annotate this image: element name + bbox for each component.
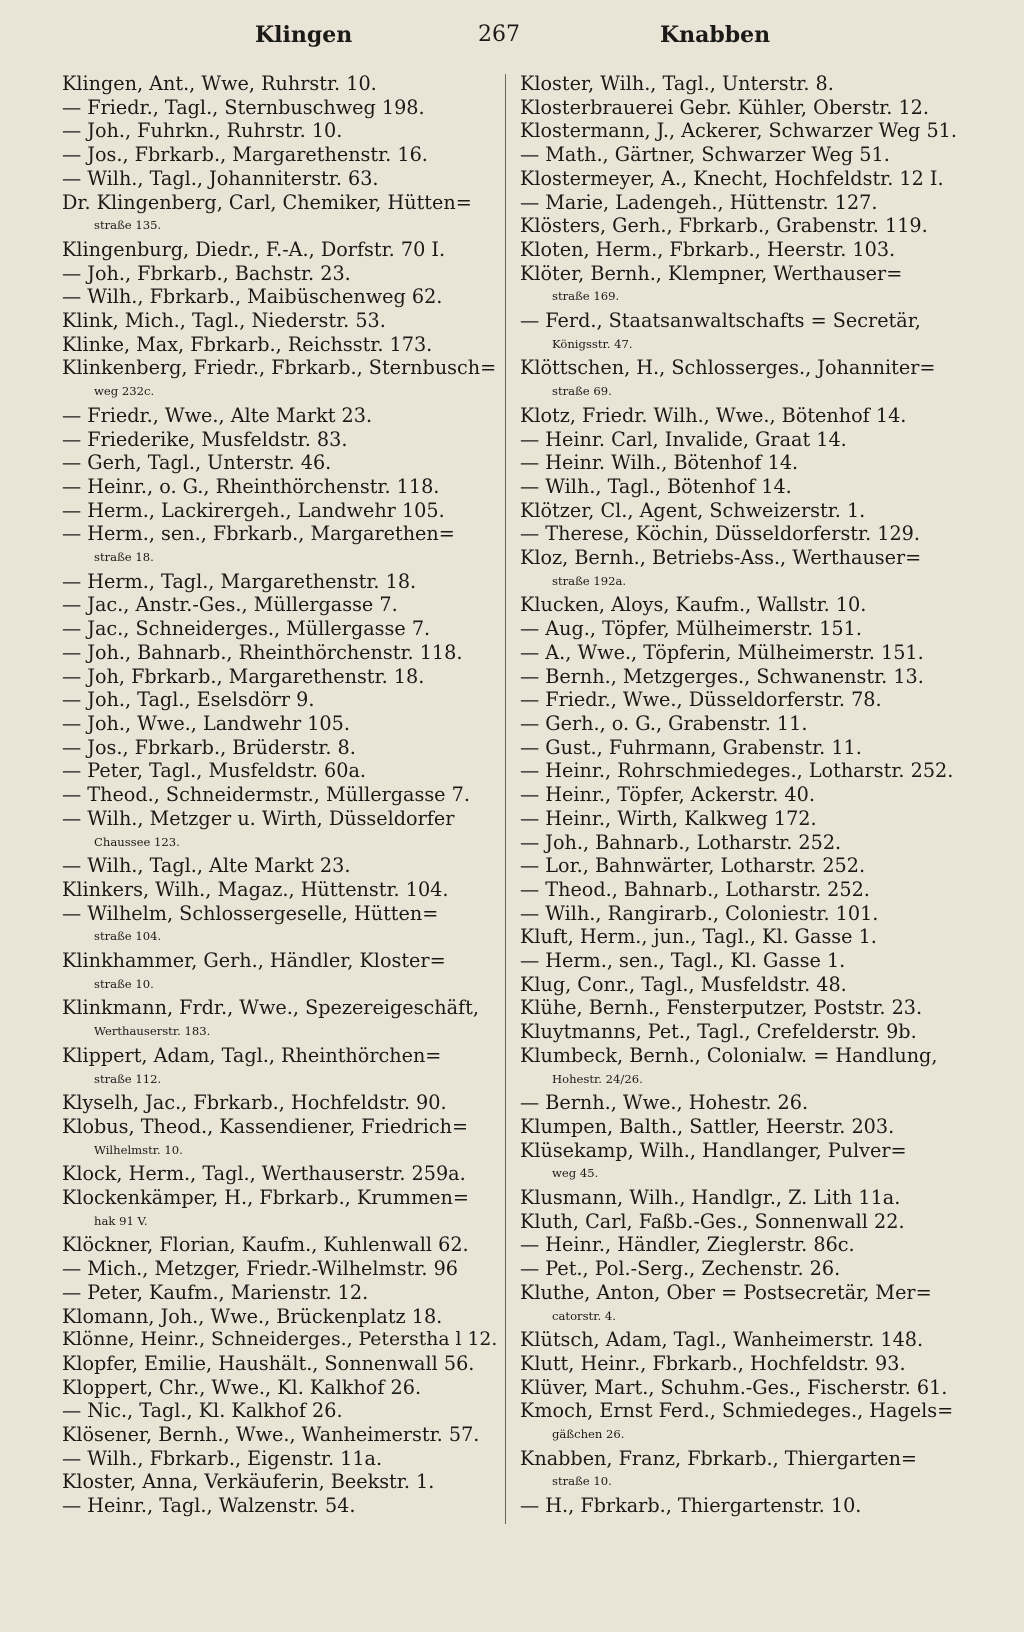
directory-entry: — Theod., Schneidermstr., Müllergasse 7.	[62, 783, 470, 807]
directory-entry: Klöttschen, H., Schlosserges., Johanniter=	[520, 356, 936, 380]
directory-entry: — H., Fbrkarb., Thiergartenstr. 10.	[520, 1494, 862, 1518]
directory-entry: Klucken, Aloys, Kaufm., Wallstr. 10.	[520, 593, 867, 617]
directory-entry: — Wilh., Tagl., Johanniterstr. 63.	[62, 166, 379, 190]
directory-entry: Klönne, Heinr., Schneiderges., Peterstha l 12.	[62, 1329, 498, 1351]
entry-continuation: hak 91 V.	[94, 1213, 148, 1228]
directory-entry: Klösters, Gerh., Fbrkarb., Grabenstr. 119.	[520, 214, 928, 238]
entry-continuation: straße 10.	[552, 1474, 612, 1489]
directory-entry: Klomann, Joh., Wwe., Brückenplatz 18.	[62, 1304, 443, 1328]
directory-entry: Kloster, Anna, Verkäuferin, Beekstr. 1.	[62, 1470, 435, 1494]
directory-entry: — Friederike, Musfeldstr. 83.	[62, 427, 348, 451]
entry-continuation: straße 69.	[552, 384, 612, 399]
directory-entry: — Herm., sen., Tagl., Kl. Gasse 1.	[520, 949, 846, 973]
directory-entry: — Herm., Tagl., Margarethenstr. 18.	[62, 569, 417, 593]
directory-entry: — Gerh, Tagl., Unterstr. 46.	[62, 451, 332, 475]
entry-continuation: Chaussee 123.	[94, 834, 180, 849]
directory-entry: Kloster, Wilh., Tagl., Unterstr. 8.	[520, 72, 834, 95]
left-column	[62, 72, 502, 1518]
directory-entry: Klötzer, Cl., Agent, Schweizerstr. 1.	[520, 498, 866, 522]
directory-entry: — Heinr., o. G., Rheinthörchenstr. 118.	[62, 474, 440, 498]
directory-entry: — Jos., Fbrkarb., Brüderstr. 8.	[62, 735, 356, 759]
directory-entry: Klutt, Heinr., Fbrkarb., Hochfeldstr. 93.	[520, 1351, 906, 1375]
entry-continuation: Werthauserstr. 183.	[94, 1024, 211, 1039]
entry-continuation: catorstr. 4.	[552, 1308, 616, 1323]
directory-entry: — Joh., Bahnarb., Lotharstr. 252.	[520, 830, 842, 854]
directory-entry: Klöckner, Florian, Kaufm., Kuhlenwall 62.	[62, 1233, 469, 1257]
directory-entry: — Peter, Tagl., Musfeldstr. 60a.	[62, 759, 366, 783]
entry-continuation: straße 112.	[94, 1071, 162, 1086]
directory-entry: Klobus, Theod., Kassendiener, Friedrich=	[62, 1114, 469, 1138]
directory-entry: — Wilhelm, Schlossergeselle, Hütten=	[62, 901, 439, 925]
directory-entry: — Heinr. Carl, Invalide, Graat 14.	[520, 427, 847, 451]
directory-entry: — Ferd., Staatsanwaltschafts = Secretär,	[520, 309, 921, 333]
directory-entry: Klusmann, Wilh., Handlgr., Z. Lith 11a.	[520, 1186, 901, 1210]
directory-entry: Klinke, Max, Fbrkarb., Reichsstr. 173.	[62, 332, 433, 356]
directory-entry: — Marie, Ladengeh., Hüttenstr. 127.	[520, 190, 878, 214]
directory-entry: — A., Wwe., Töpferin, Mülheimerstr. 151.	[520, 640, 924, 664]
directory-entry: — Nic., Tagl., Kl. Kalkhof 26.	[62, 1399, 343, 1423]
directory-entry: — Pet., Pol.-Serg., Zechenstr. 26.	[520, 1257, 841, 1281]
directory-entry: — Mich., Metzger, Friedr.-Wilhelmstr. 96	[62, 1257, 458, 1281]
directory-entry: — Herm., sen., Fbrkarb., Margarethen=	[62, 522, 455, 546]
directory-entry: Klyselh, Jac., Fbrkarb., Hochfeldstr. 90.	[62, 1091, 447, 1115]
directory-entry: — Wilh., Tagl., Alte Markt 23.	[62, 854, 351, 878]
directory-entry: — Jos., Fbrkarb., Margarethenstr. 16.	[62, 143, 428, 167]
directory-entry: — Wilh., Tagl., Bötenhof 14.	[520, 474, 792, 498]
directory-entry: — Heinr., Rohrschmiedeges., Lotharstr. 252.	[520, 759, 954, 783]
directory-entry: — Gust., Fuhrmann, Grabenstr. 11.	[520, 735, 862, 759]
directory-entry: Klosterbrauerei Gebr. Kühler, Oberstr. 12.	[520, 95, 929, 119]
directory-entry: — Heinr., Wirth, Kalkweg 172.	[520, 806, 817, 830]
directory-entry: Klostermeyer, A., Knecht, Hochfeldstr. 12 I.	[520, 166, 944, 190]
entry-continuation: straße 10.	[94, 976, 154, 991]
entry-continuation: straße 169.	[552, 289, 620, 304]
directory-entry: Klippert, Adam, Tagl., Rheinthörchen=	[62, 1043, 442, 1067]
directory-entry: Klütsch, Adam, Tagl., Wanheimerstr. 148.	[520, 1328, 924, 1352]
directory-entry: — Joh., Bahnarb., Rheinthörchenstr. 118.	[62, 640, 463, 664]
directory-entry: — Therese, Köchin, Düsseldorferstr. 129.	[520, 522, 920, 546]
directory-entry: — Peter, Kaufm., Marienstr. 12.	[62, 1280, 369, 1304]
directory-entry: Klumpen, Balth., Sattler, Heerstr. 203.	[520, 1114, 895, 1138]
directory-entry: Klink, Mich., Tagl., Niederstr. 53.	[62, 309, 386, 333]
directory-entry: Kloppert, Chr., Wwe., Kl. Kalkhof 26.	[62, 1375, 422, 1399]
header-last-entry: Knabben	[660, 22, 771, 48]
directory-entry: — Heinr., Tagl., Walzenstr. 54.	[62, 1494, 356, 1518]
entry-continuation: gäßchen 26.	[552, 1427, 625, 1442]
directory-entry: — Herm., Lackirergeh., Landwehr 105.	[62, 498, 445, 522]
directory-entry: Klinkenberg, Friedr., Fbrkarb., Sternbusch=	[62, 356, 497, 380]
directory-entry: Klockenkämper, H., Fbrkarb., Krummen=	[62, 1186, 469, 1210]
entry-continuation: weg 45.	[552, 1166, 599, 1181]
directory-entry: — Joh, Fbrkarb., Margarethenstr. 18.	[62, 664, 425, 688]
directory-entry: — Wilh., Fbrkarb., Maibüschenweg 62.	[62, 285, 443, 309]
directory-entry: Klotz, Friedr. Wilh., Wwe., Bötenhof 14.	[520, 403, 907, 427]
entry-continuation: Wilhelmstr. 10.	[94, 1142, 183, 1157]
entry-continuation: straße 135.	[94, 218, 162, 233]
directory-entry: — Friedr., Tagl., Sternbuschweg 198.	[62, 95, 425, 119]
directory-entry: Klingen, Ant., Wwe, Ruhrstr. 10.	[62, 72, 377, 95]
directory-entry: Klösener, Bernh., Wwe., Wanheimerstr. 57.	[62, 1423, 480, 1447]
directory-entry: — Bernh., Wwe., Hohestr. 26.	[520, 1091, 809, 1115]
directory-entry: Klingenburg, Diedr., F.-A., Dorfstr. 70 I.	[62, 237, 446, 261]
directory-entry: — Wilh., Metzger u. Wirth, Düsseldorfer	[62, 806, 455, 830]
directory-entry: — Wilh., Fbrkarb., Eigenstr. 11a.	[62, 1446, 383, 1470]
directory-entry: Kluft, Herm., jun., Tagl., Kl. Gasse 1.	[520, 925, 877, 949]
header-first-entry: Klingen	[255, 22, 353, 48]
directory-entry: — Bernh., Metzgerges., Schwanenstr. 13.	[520, 664, 924, 688]
directory-entry: — Joh., Wwe., Landwehr 105.	[62, 711, 350, 735]
directory-entry: Klumbeck, Bernh., Colonialw. = Handlung,	[520, 1043, 938, 1067]
directory-entry: — Heinr., Töpfer, Ackerstr. 40.	[520, 783, 815, 807]
directory-entry: — Joh., Tagl., Eselsdörr 9.	[62, 688, 315, 712]
directory-entry: Klüsekamp, Wilh., Handlanger, Pulver=	[520, 1138, 907, 1162]
directory-entry: Klühe, Bernh., Fensterputzer, Poststr. 23.	[520, 996, 923, 1020]
directory-entry: — Aug., Töpfer, Mülheimerstr. 151.	[520, 617, 862, 641]
directory-entry: — Joh., Fuhrkn., Ruhrstr. 10.	[62, 119, 343, 143]
entry-continuation: weg 232c.	[94, 384, 155, 399]
directory-entry: — Friedr., Wwe., Düsseldorferstr. 78.	[520, 688, 882, 712]
page-header	[0, 22, 1024, 52]
page-number: 267	[478, 22, 520, 47]
directory-entry: — Theod., Bahnarb., Lotharstr. 252.	[520, 877, 870, 901]
directory-entry: Kloten, Herm., Fbrkarb., Heerstr. 103.	[520, 237, 896, 261]
directory-entry: Klöter, Bernh., Klempner, Werthauser=	[520, 261, 903, 285]
column-divider	[505, 74, 506, 1524]
directory-entry: — Joh., Fbrkarb., Bachstr. 23.	[62, 261, 351, 285]
directory-entry: — Heinr. Wilh., Bötenhof 14.	[520, 451, 799, 475]
directory-entry: Klinkhammer, Gerh., Händler, Kloster=	[62, 949, 446, 973]
entry-continuation: straße 18.	[94, 550, 154, 565]
directory-entry: Klinkmann, Frdr., Wwe., Spezereigeschäft,	[62, 996, 479, 1020]
directory-entry: Klostermann, J., Ackerer, Schwarzer Weg 51.	[520, 119, 957, 143]
directory-entry: Klopfer, Emilie, Haushält., Sonnenwall 56.	[62, 1351, 475, 1375]
right-column	[520, 72, 960, 1518]
directory-entry: — Jac., Anstr.-Ges., Müllergasse 7.	[62, 593, 398, 617]
directory-entry: — Heinr., Händler, Zieglerstr. 86c.	[520, 1233, 855, 1257]
entry-continuation: Hohestr. 24/26.	[552, 1071, 643, 1086]
directory-entry: Kluth, Carl, Faßb.-Ges., Sonnenwall 22.	[520, 1209, 905, 1233]
entry-continuation: straße 192a.	[552, 573, 627, 588]
entry-continuation: Königsstr. 47.	[552, 336, 633, 351]
directory-entry: — Lor., Bahnwärter, Lotharstr. 252.	[520, 854, 866, 878]
directory-entry: — Math., Gärtner, Schwarzer Weg 51.	[520, 143, 890, 167]
directory-entry: — Jac., Schneiderges., Müllergasse 7.	[62, 617, 431, 641]
directory-entry: — Gerh., o. G., Grabenstr. 11.	[520, 711, 808, 735]
directory-entry: Kluthe, Anton, Ober = Postsecretär, Mer=	[520, 1280, 932, 1304]
directory-entry: — Friedr., Wwe., Alte Markt 23.	[62, 403, 373, 427]
directory-entry: Klug, Conr., Tagl., Musfeldstr. 48.	[520, 972, 847, 996]
directory-entry: — Wilh., Rangirarb., Coloniestr. 101.	[520, 901, 879, 925]
directory-entry: Kloz, Bernh., Betriebs-Ass., Werthauser=	[520, 546, 922, 570]
directory-entry: Klock, Herm., Tagl., Werthauserstr. 259a.	[62, 1162, 466, 1186]
directory-entry: Klüver, Mart., Schuhm.-Ges., Fischerstr. 61.	[520, 1375, 948, 1399]
directory-entry: Knabben, Franz, Fbrkarb., Thiergarten=	[520, 1446, 917, 1470]
directory-entry: Dr. Klingenberg, Carl, Chemiker, Hütten=	[62, 190, 472, 214]
entry-continuation: straße 104.	[94, 929, 162, 944]
directory-entry: Kluytmanns, Pet., Tagl., Crefelderstr. 9b.	[520, 1020, 917, 1044]
directory-entry: Klinkers, Wilh., Magaz., Hüttenstr. 104.	[62, 877, 449, 901]
directory-entry: Kmoch, Ernst Ferd., Schmiedeges., Hagels=	[520, 1399, 954, 1423]
